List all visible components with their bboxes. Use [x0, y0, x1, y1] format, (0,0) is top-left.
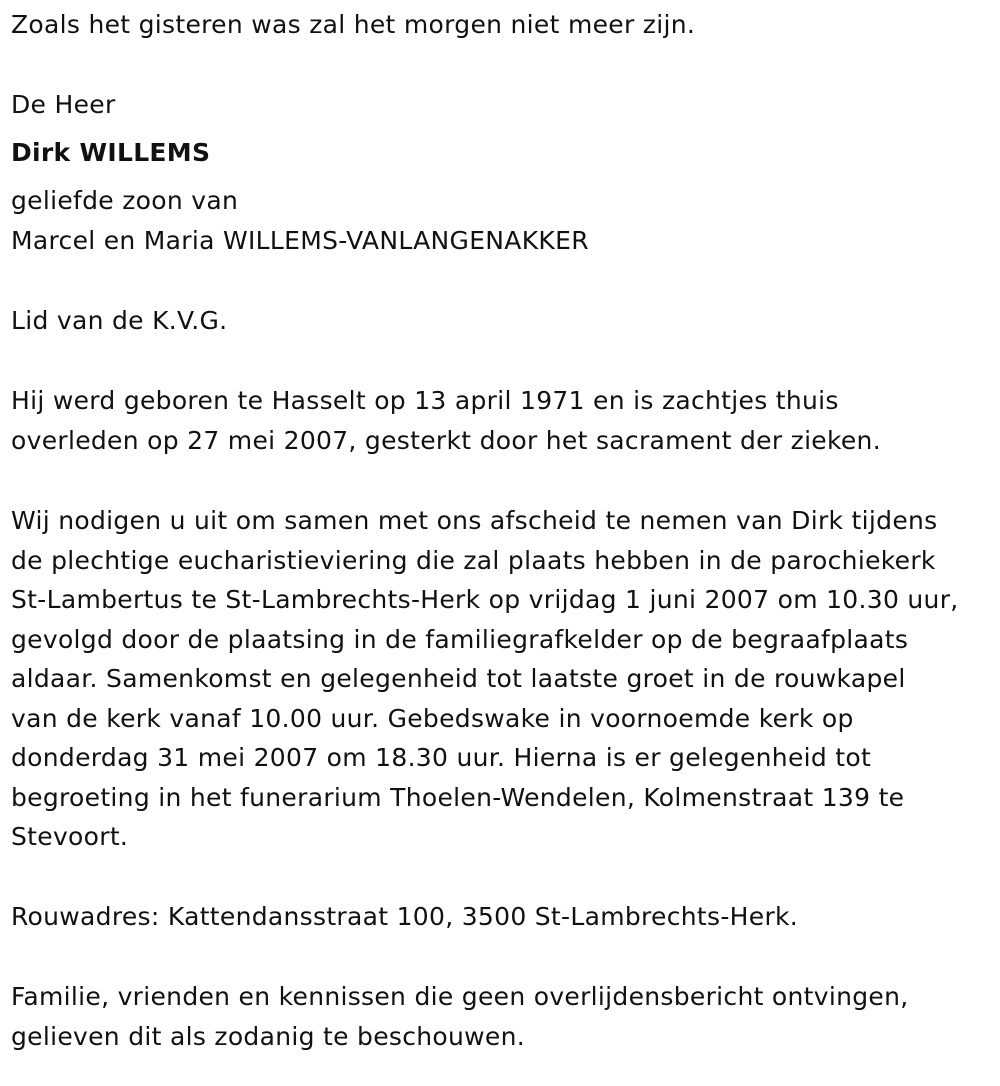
- paragraph-line: de plechtige eucharistieviering die zal plaats hebben in de parochiekerk: [11, 545, 936, 575]
- closing-paragraph: [11, 977, 996, 1057]
- paragraph-line: begroeting in het funerarium Thoelen-Wendelen, Kolmenstraat 139 te: [11, 782, 905, 812]
- paragraph-line: van de kerk vanaf 10.00 uur. Gebedswake in voornoemde kerk op: [11, 703, 854, 733]
- spacer: [11, 45, 996, 85]
- parents-names: Marcel en Maria WILLEMS-VANLANGENAKKER: [11, 226, 589, 255]
- mourning-address: Rouwadres: Kattendansstraat 100, 3500 St-Lambrechts-Herk.: [11, 901, 799, 931]
- relation-text: geliefde zoon van: [11, 186, 239, 215]
- paragraph-line: donderdag 31 mei 2007 om 18.30 uur. Hierna is er gelegenheid tot: [11, 743, 872, 772]
- paragraph-line: Familie, vrienden en kennissen die geen overlijdensbericht ontvingen,: [11, 981, 909, 1011]
- spacer: [11, 461, 996, 501]
- spacer: [11, 261, 996, 301]
- paragraph-line: aldaar. Samenkomst en gelegenheid tot laatste groet in de rouwkapel: [11, 664, 906, 693]
- paragraph-line: Hij werd geboren te Hasselt op 13 april 1971 en is zachtjes thuis: [11, 386, 839, 415]
- motto: Zoals het gisteren was zal het morgen niet meer zijn.: [11, 10, 696, 39]
- paragraph-line: Wij nodigen u uit om samen met ons afscheid te nemen van Dirk tijdens: [11, 506, 938, 535]
- ceremony-paragraph: [11, 501, 996, 857]
- deceased-name: Dirk WILLEMS: [11, 138, 211, 167]
- paragraph-line: gelieven dit als zodanig te beschouwen.: [11, 1021, 525, 1051]
- membership-text: Lid van de K.V.G.: [11, 306, 228, 335]
- paragraph-line: gevolgd door de plaatsing in de familiegrafkelder op de begraafplaats: [11, 624, 909, 654]
- paragraph-line: St-Lambertus te St-Lambrechts-Herk op vrijdag 1 juni 2007 om 10.30 uur,: [11, 585, 959, 614]
- spacer: [11, 341, 996, 381]
- honorific-title: De Heer: [11, 90, 116, 119]
- birth-death-paragraph: [11, 381, 996, 461]
- paragraph-line: overleden op 27 mei 2007, gesterkt door het sacrament der zieken.: [11, 426, 881, 455]
- spacer: [11, 857, 996, 897]
- paragraph-line: Stevoort.: [11, 822, 129, 851]
- obituary-notice: [11, 5, 996, 1057]
- spacer: [11, 937, 996, 977]
